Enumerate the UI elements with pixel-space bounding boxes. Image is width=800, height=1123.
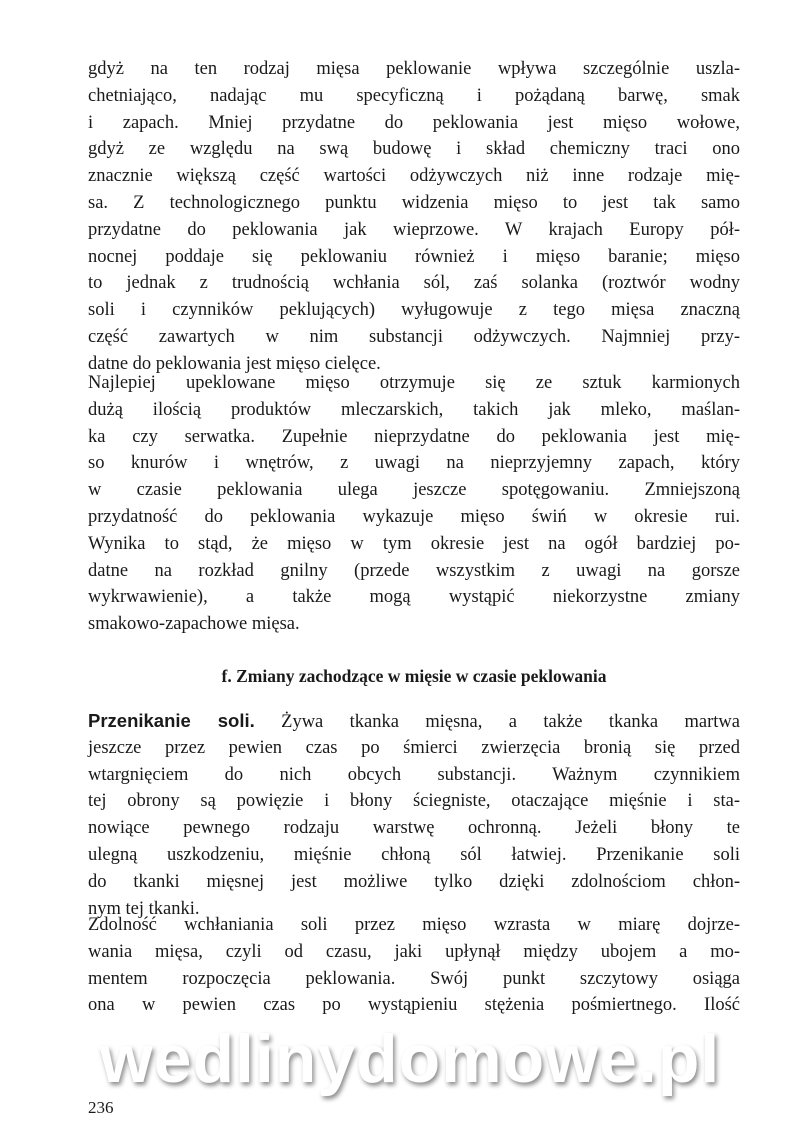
text-line: do tkanki mięsnej jest możliwe tylko dzięki zdolnościom chłon- (88, 871, 740, 892)
text-line: nym tej tkanki. (88, 898, 200, 919)
text-line: so knurów i wnętrów, z uwagi na nieprzyjemny zapach, który (88, 453, 740, 474)
text-line: to jednak z trudnością wchłania sól, zaś solanka (roztwór wodny (88, 273, 740, 294)
text-line (88, 708, 740, 735)
text-span: Żywa tkanka mięsna, a także tkanka martwa (254, 712, 740, 732)
text-line: ona w pewien czas po wystąpieniu stężenia pośmiertnego. Ilość (88, 995, 740, 1016)
text-line: sa. Z technologicznego punktu widzenia mięso to jest tak samo (88, 192, 740, 213)
text-line: nocnej poddaje się peklowaniu również i mięso baranie; mięso (88, 246, 740, 267)
section-heading: f. Zmiany zachodzące w mięsie w czasie peklowania (221, 666, 607, 686)
text-line: gdyż na ten rodzaj mięsa peklowanie wpływa szczególnie uszla- (88, 59, 740, 79)
text-line: soli i czynników peklujących) wyługowuje z tego mięsa znaczną (88, 300, 740, 321)
text-line: datne na rozkład gnilny (przede wszystkim z uwagi na gorsze (88, 560, 740, 581)
text-line: wania mięsa, czyli od czasu, jaki upłynął między ubojem a mo- (88, 941, 740, 962)
text-line: wykrwawienie), a także mogą wystąpić niekorzystne zmiany (88, 587, 740, 608)
text-line: tej obrony są powięzie i błony ściegniste, otaczające mięśnie i sta- (88, 791, 740, 812)
text-line: Wynika to stąd, że mięso w tym okresie jest na ogół bardziej po- (88, 533, 740, 554)
watermark: wedlinydomowe.pl (99, 1021, 721, 1097)
paragraph-4 (88, 912, 740, 1019)
text-line: Zdolność wchłaniania soli przez mięso wzrasta w miarę dojrze- (88, 915, 740, 935)
paragraph-lead: Przenikanie soli. (88, 710, 255, 731)
text-line: dużą ilością produktów mleczarskich, takich jak mleko, maślan- (88, 399, 740, 420)
text-line: gdyż ze względu na swą budowę i skład chemiczny traci ono (88, 139, 740, 160)
text-line: wtargnięciem do nich obcych substancji. Ważnym czynnikiem (88, 764, 740, 785)
text-line: ulegną uszkodzeniu, mięśnie chłoną sól łatwiej. Przenikanie soli (88, 844, 740, 865)
text-line: znacznie większą część wartości odżywczych niż inne rodzaje mię- (88, 166, 740, 187)
text-line: nowiące pewnego rodzaju warstwę ochronną. Jeżeli błony te (88, 818, 740, 839)
text-line: chetniająco, nadając mu specyficzną i pożądaną barwę, smak (88, 85, 740, 106)
paragraph-1 (88, 56, 740, 378)
text-line: jeszcze przez pewien czas po śmierci zwierzęcia bronią się przed (88, 737, 740, 758)
text-line: smakowo-zapachowe mięsa. (88, 614, 300, 635)
text-line: ka czy serwatka. Zupełnie nieprzydatne do peklowania jest mię- (88, 426, 740, 447)
text-line: część zawartych w nim substancji odżywczych. Najmniej przy- (88, 326, 740, 347)
paragraph-2 (88, 370, 740, 638)
text-line: i zapach. Mniej przydatne do peklowania jest mięso wołowe, (88, 112, 740, 133)
text-line: Najlepiej upeklowane mięso otrzymuje się ze sztuk karmionych (88, 373, 740, 393)
text-line: w czasie peklowania ulega jeszcze spotęgowaniu. Zmniejszoną (88, 480, 740, 501)
page-number: 236 (88, 1098, 114, 1117)
paragraph-3 (88, 708, 740, 922)
text-line: mentem rozpoczęcia peklowania. Swój punkt szczytowy osiąga (88, 968, 740, 989)
text-line: datne do peklowania jest mięso cielęce. (88, 353, 381, 374)
text-line: przydatność do peklowania wykazuje mięso świń w okresie rui. (88, 506, 740, 527)
text-line: przydatne do peklowania jak wieprzowe. W krajach Europy pół- (88, 219, 740, 240)
